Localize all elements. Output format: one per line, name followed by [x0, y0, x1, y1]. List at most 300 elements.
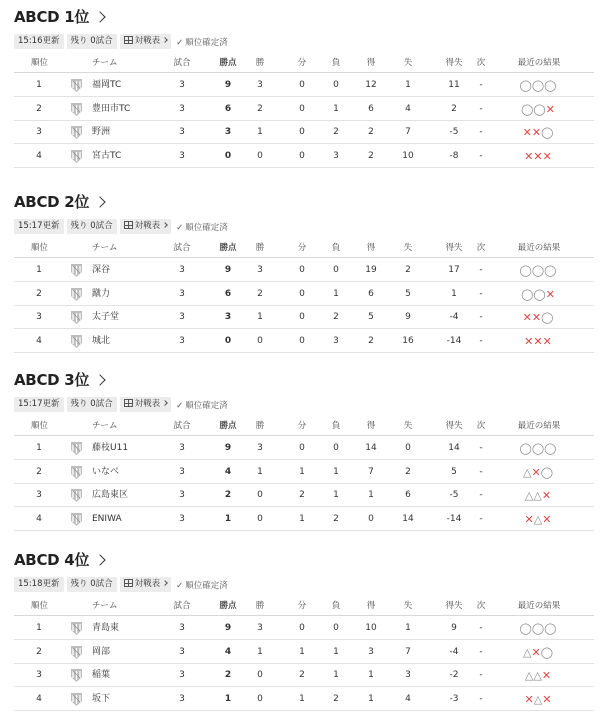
team-emblem-icon — [69, 668, 84, 683]
goals-against-cell: 1 — [405, 623, 411, 633]
rank-cell: 2 — [36, 288, 42, 299]
header-wins: 勝 — [255, 58, 265, 68]
losses-cell: 2 — [333, 127, 339, 137]
result-mark: ✕ — [533, 334, 543, 348]
team-emblem-icon — [69, 488, 84, 503]
result-mark: ◯ — [531, 264, 545, 277]
chevron-right-icon — [94, 11, 105, 22]
matrix-button[interactable] — [120, 397, 172, 412]
team-name: 蹴力 — [92, 288, 111, 299]
result-mark: △ — [523, 645, 532, 659]
rank-cell: 2 — [36, 646, 42, 657]
goal-diff-cell: -3 — [449, 693, 459, 704]
result-mark: △ — [533, 489, 542, 502]
points-cell: 9 — [224, 80, 232, 90]
result-mark: ◯ — [540, 465, 553, 479]
next-cell: - — [479, 693, 483, 704]
draws-cell: 0 — [299, 443, 305, 453]
team-name: いなべ — [92, 466, 120, 477]
result-mark: ◯ — [531, 79, 545, 92]
ranking-fixed-status — [176, 36, 228, 48]
table-row[interactable] — [14, 508, 594, 531]
goals-for-cell: 3 — [368, 646, 374, 657]
result-mark: ✕ — [524, 149, 534, 163]
wins-cell: 0 — [257, 513, 263, 524]
table-header — [14, 53, 594, 73]
header-wins: 勝 — [255, 243, 265, 253]
table-row[interactable] — [14, 461, 594, 484]
recent-results — [508, 98, 568, 121]
team-name: 岡部 — [92, 646, 111, 657]
header-wins: 勝 — [255, 601, 265, 611]
goals-for-cell: 2 — [368, 335, 374, 346]
wins-cell: 1 — [257, 312, 263, 322]
goals-against-cell: 2 — [405, 466, 411, 477]
group-title: ABCD 3位 — [14, 370, 90, 389]
result-mark: ◯ — [544, 442, 557, 455]
chevron-right-icon — [162, 580, 168, 586]
losses-cell: 1 — [333, 490, 339, 500]
draws-cell: 0 — [299, 288, 305, 299]
goals-against-cell: 10 — [402, 150, 414, 161]
rank-cell: 4 — [36, 335, 42, 346]
goals-against-cell: 7 — [405, 646, 411, 657]
rank-cell: 2 — [36, 466, 42, 477]
goals-against-cell: 2 — [405, 265, 411, 275]
check-icon: ✓ — [176, 400, 184, 411]
wins-cell: 1 — [257, 127, 263, 137]
header-recent: 最近の結果 — [517, 243, 561, 253]
goals-against-cell: 7 — [405, 127, 411, 137]
chevron-right-icon — [162, 222, 168, 228]
header-goals-for: 得 — [366, 421, 376, 431]
table-header — [14, 416, 594, 436]
points-cell: 0 — [224, 150, 232, 161]
table-header — [14, 238, 594, 258]
matrix-button[interactable] — [120, 577, 172, 592]
goals-against-cell: 9 — [405, 312, 411, 322]
table-row[interactable] — [14, 74, 594, 97]
recent-results — [508, 330, 568, 353]
header-draws: 分 — [297, 421, 307, 431]
goals-for-cell: 14 — [365, 443, 377, 453]
result-mark: ✕ — [531, 311, 542, 324]
result-mark: ◯ — [540, 645, 553, 659]
draws-cell: 1 — [299, 693, 305, 704]
wins-cell: 0 — [257, 150, 263, 161]
check-icon: ✓ — [176, 37, 184, 48]
goals-for-cell: 19 — [365, 265, 377, 275]
losses-cell: 1 — [333, 466, 339, 477]
next-cell: - — [479, 127, 483, 137]
draws-cell: 2 — [299, 490, 305, 500]
team-emblem-icon — [69, 621, 84, 636]
points-cell: 1 — [224, 513, 232, 524]
goal-diff-cell: -8 — [449, 150, 459, 161]
result-mark: ◯ — [541, 126, 554, 139]
header-team: チーム — [92, 58, 118, 68]
recent-results — [508, 508, 568, 531]
grid-icon — [124, 221, 133, 229]
header-goal-diff: 得失 — [445, 421, 463, 431]
points-cell: 4 — [224, 646, 232, 657]
updated-time: 15:18更新 — [14, 577, 64, 592]
header-goals-for: 得 — [366, 58, 376, 68]
goals-for-cell: 2 — [368, 127, 374, 137]
grid-icon — [124, 36, 133, 44]
games-cell: 3 — [179, 490, 185, 500]
recent-results — [508, 121, 568, 144]
header-draws: 分 — [297, 601, 307, 611]
points-cell: 9 — [224, 265, 232, 275]
result-mark: ◯ — [544, 79, 557, 92]
team-name: 藤枝U11 — [92, 443, 129, 453]
ranking-fixed-status — [176, 399, 228, 411]
next-cell: - — [479, 670, 483, 680]
losses-cell: 0 — [333, 623, 339, 633]
games-cell: 3 — [179, 513, 185, 524]
team-emblem-icon — [69, 465, 84, 480]
header-points: 勝点 — [219, 243, 237, 253]
table-row[interactable] — [14, 437, 594, 460]
result-mark: ✕ — [545, 102, 555, 116]
header-goals-against: 失 — [403, 601, 413, 611]
result-mark: ✕ — [542, 692, 552, 706]
team-name: 太子堂 — [92, 312, 120, 322]
goals-against-cell: 6 — [405, 490, 411, 500]
games-cell: 3 — [179, 150, 185, 161]
recent-results — [508, 306, 568, 329]
result-mark: △ — [524, 489, 534, 502]
header-losses: 負 — [331, 58, 341, 68]
header-draws: 分 — [297, 243, 307, 253]
chevron-right-icon — [94, 196, 105, 207]
recent-results — [508, 74, 568, 97]
result-mark: ✕ — [533, 149, 543, 163]
header-team: チーム — [92, 421, 118, 431]
goals-for-cell: 2 — [368, 150, 374, 161]
group-meta — [14, 34, 228, 49]
goal-diff-cell: -14 — [446, 513, 462, 524]
rank-cell: 3 — [36, 670, 42, 680]
team-name: 青島東 — [92, 623, 120, 633]
table-row[interactable] — [14, 617, 594, 640]
result-mark: ◯ — [531, 622, 545, 635]
header-next: 次 — [476, 243, 486, 253]
header-points: 勝点 — [219, 421, 237, 431]
header-next: 次 — [476, 58, 486, 68]
goals-for-cell: 12 — [365, 80, 377, 90]
wins-cell: 0 — [257, 335, 263, 346]
goals-for-cell: 10 — [365, 623, 377, 633]
table-row[interactable] — [14, 688, 594, 711]
wins-cell: 1 — [257, 646, 263, 657]
grid-icon — [124, 399, 133, 407]
games-cell: 3 — [179, 646, 185, 657]
goals-for-cell: 1 — [368, 693, 374, 704]
team-emblem-icon — [69, 692, 84, 707]
draws-cell: 0 — [299, 312, 305, 322]
result-mark: ✕ — [524, 334, 534, 348]
result-mark: ✕ — [524, 512, 534, 526]
team-emblem-icon — [69, 512, 84, 527]
updated-time: 15:17更新 — [14, 219, 64, 234]
goals-against-cell: 4 — [405, 103, 411, 114]
next-cell: - — [479, 80, 483, 90]
header-rank: 順位 — [31, 421, 49, 431]
result-mark: ◯ — [544, 264, 557, 277]
goals-for-cell: 1 — [368, 490, 374, 500]
table-row[interactable] — [14, 259, 594, 282]
rank-cell: 2 — [36, 103, 42, 114]
goals-against-cell: 14 — [402, 513, 414, 524]
goals-against-cell: 4 — [405, 693, 411, 704]
header-games: 試合 — [173, 58, 191, 68]
result-mark: ◯ — [541, 311, 554, 324]
losses-cell: 0 — [333, 443, 339, 453]
games-cell: 3 — [179, 335, 185, 346]
team-emblem-icon — [69, 102, 84, 117]
result-mark: ✕ — [524, 692, 534, 706]
wins-cell: 3 — [257, 623, 263, 633]
header-losses: 負 — [331, 243, 341, 253]
header-goal-diff: 得失 — [445, 601, 463, 611]
header-games: 試合 — [173, 601, 191, 611]
header-team: チーム — [92, 243, 118, 253]
group-title: ABCD 4位 — [14, 550, 90, 569]
goals-for-cell: 6 — [368, 288, 374, 299]
group-meta — [14, 577, 228, 592]
goals-for-cell: 5 — [368, 312, 374, 322]
draws-cell: 0 — [299, 103, 305, 114]
header-goal-diff: 得失 — [445, 243, 463, 253]
draws-cell: 0 — [299, 80, 305, 90]
team-emblem-icon — [69, 310, 84, 325]
remaining-games: 残り 0試合 — [67, 577, 117, 592]
losses-cell: 2 — [333, 513, 339, 524]
draws-cell: 1 — [299, 513, 305, 524]
matrix-label: 対戦表 — [134, 579, 161, 589]
points-cell: 1 — [224, 693, 232, 704]
table-row[interactable] — [14, 145, 594, 168]
wins-cell: 0 — [257, 670, 263, 680]
goal-diff-cell: -5 — [449, 127, 459, 137]
header-goals-against: 失 — [403, 243, 413, 253]
remaining-games: 残り 0試合 — [67, 397, 117, 412]
next-cell: - — [479, 646, 483, 657]
header-next: 次 — [476, 421, 486, 431]
result-mark: ✕ — [541, 489, 552, 502]
header-recent: 最近の結果 — [517, 601, 561, 611]
table-row[interactable] — [14, 330, 594, 353]
matrix-label: 対戦表 — [134, 36, 161, 46]
updated-time: 15:16更新 — [14, 34, 64, 49]
team-name: 宮古TC — [92, 150, 122, 161]
goal-diff-cell: 2 — [451, 103, 457, 114]
recent-results — [508, 484, 568, 507]
losses-cell: 1 — [333, 670, 339, 680]
group-title-link[interactable] — [14, 4, 104, 28]
rank-cell: 4 — [36, 693, 42, 704]
header-rank: 順位 — [31, 243, 49, 253]
header-losses: 負 — [331, 421, 341, 431]
result-mark: ✕ — [542, 512, 552, 526]
remaining-games: 残り 0試合 — [67, 34, 117, 49]
goal-diff-cell: -4 — [449, 646, 459, 657]
team-name: 福岡TC — [92, 80, 122, 90]
table-row[interactable] — [14, 121, 594, 144]
rank-cell: 1 — [36, 623, 42, 633]
wins-cell: 3 — [257, 443, 263, 453]
next-cell: - — [479, 623, 483, 633]
result-mark: ✕ — [542, 334, 552, 348]
wins-cell: 0 — [257, 693, 263, 704]
result-mark: ◯ — [533, 102, 546, 116]
losses-cell: 0 — [333, 265, 339, 275]
draws-cell: 2 — [299, 670, 305, 680]
team-emblem-icon — [69, 287, 84, 302]
result-mark: ✕ — [531, 645, 541, 659]
group-title-link[interactable] — [14, 189, 104, 213]
goal-diff-cell: 9 — [451, 623, 457, 633]
chevron-right-icon — [162, 400, 168, 406]
header-next: 次 — [476, 601, 486, 611]
points-cell: 3 — [224, 312, 232, 322]
result-mark: ◯ — [531, 442, 545, 455]
remaining-games: 残り 0試合 — [67, 219, 117, 234]
team-name: 広島東区 — [92, 490, 129, 500]
table-row[interactable] — [14, 306, 594, 329]
goal-diff-cell: -2 — [449, 670, 459, 680]
recent-results — [508, 437, 568, 460]
points-cell: 0 — [224, 335, 232, 346]
goal-diff-cell: 1 — [451, 288, 457, 299]
next-cell: - — [479, 265, 483, 275]
recent-results — [508, 259, 568, 282]
draws-cell: 1 — [299, 646, 305, 657]
rank-cell: 4 — [36, 150, 42, 161]
header-games: 試合 — [173, 421, 191, 431]
header-recent: 最近の結果 — [517, 58, 561, 68]
team-emblem-icon — [69, 441, 84, 456]
team-name: 野洲 — [92, 127, 111, 137]
points-cell: 6 — [224, 288, 232, 299]
games-cell: 3 — [179, 312, 185, 322]
goal-diff-cell: -5 — [449, 490, 459, 500]
losses-cell: 1 — [333, 103, 339, 114]
games-cell: 3 — [179, 670, 185, 680]
header-recent: 最近の結果 — [517, 421, 561, 431]
wins-cell: 0 — [257, 490, 263, 500]
points-cell: 2 — [224, 490, 232, 500]
fixed-label: 順位確定済 — [185, 37, 228, 48]
table-row[interactable] — [14, 98, 594, 121]
result-mark: ✕ — [531, 126, 542, 139]
chevron-right-icon — [94, 374, 105, 385]
games-cell: 3 — [179, 693, 185, 704]
goals-for-cell: 7 — [368, 466, 374, 477]
table-row[interactable] — [14, 641, 594, 664]
group-title: ABCD 2位 — [14, 192, 90, 211]
next-cell: - — [479, 466, 483, 477]
updated-time: 15:17更新 — [14, 397, 64, 412]
losses-cell: 1 — [333, 288, 339, 299]
games-cell: 3 — [179, 623, 185, 633]
goal-diff-cell: 5 — [451, 466, 457, 477]
header-wins: 勝 — [255, 421, 265, 431]
draws-cell: 0 — [299, 623, 305, 633]
matrix-label: 対戦表 — [134, 221, 161, 231]
group-meta — [14, 219, 228, 234]
goals-against-cell: 0 — [405, 443, 411, 453]
goals-against-cell: 16 — [402, 335, 414, 346]
group-title-link[interactable] — [14, 367, 104, 391]
check-icon: ✓ — [176, 580, 184, 591]
header-rank: 順位 — [31, 58, 49, 68]
rank-cell: 3 — [36, 127, 42, 137]
games-cell: 3 — [179, 443, 185, 453]
header-goal-diff: 得失 — [445, 58, 463, 68]
chevron-right-icon — [162, 37, 168, 43]
header-points: 勝点 — [219, 601, 237, 611]
next-cell: - — [479, 490, 483, 500]
games-cell: 3 — [179, 265, 185, 275]
points-cell: 4 — [224, 466, 232, 477]
header-goals-for: 得 — [366, 601, 376, 611]
result-mark: ✕ — [545, 287, 555, 301]
table-row[interactable] — [14, 283, 594, 306]
goal-diff-cell: -4 — [449, 312, 459, 322]
points-cell: 9 — [224, 443, 232, 453]
team-emblem-icon — [69, 645, 84, 660]
team-emblem-icon — [69, 125, 84, 140]
recent-results — [508, 461, 568, 484]
result-mark: △ — [533, 512, 543, 526]
result-mark: ✕ — [541, 669, 552, 682]
recent-results — [508, 641, 568, 664]
chevron-right-icon — [94, 554, 105, 565]
group-title-link[interactable] — [14, 547, 104, 571]
games-cell: 3 — [179, 466, 185, 477]
team-emblem-icon — [69, 78, 84, 93]
result-mark: △ — [524, 669, 534, 682]
goals-against-cell: 3 — [405, 670, 411, 680]
games-cell: 3 — [179, 288, 185, 299]
check-icon: ✓ — [176, 222, 184, 233]
next-cell: - — [479, 335, 483, 346]
group-meta — [14, 397, 228, 412]
table-row[interactable] — [14, 484, 594, 507]
header-goals-against: 失 — [403, 58, 413, 68]
rank-cell: 1 — [36, 443, 42, 453]
table-row[interactable] — [14, 664, 594, 687]
result-mark: ◯ — [519, 442, 532, 455]
team-name: 城北 — [92, 335, 111, 346]
draws-cell: 0 — [299, 127, 305, 137]
losses-cell: 1 — [333, 646, 339, 657]
goal-diff-cell: 11 — [448, 80, 460, 90]
points-cell: 9 — [224, 623, 232, 633]
matrix-button[interactable] — [120, 34, 172, 49]
team-name: 稲葉 — [92, 670, 111, 680]
games-cell: 3 — [179, 80, 185, 90]
header-points: 勝点 — [219, 58, 237, 68]
recent-results — [508, 145, 568, 168]
matrix-button[interactable] — [120, 219, 172, 234]
losses-cell: 2 — [333, 693, 339, 704]
header-goals-against: 失 — [403, 421, 413, 431]
header-goals-for: 得 — [366, 243, 376, 253]
